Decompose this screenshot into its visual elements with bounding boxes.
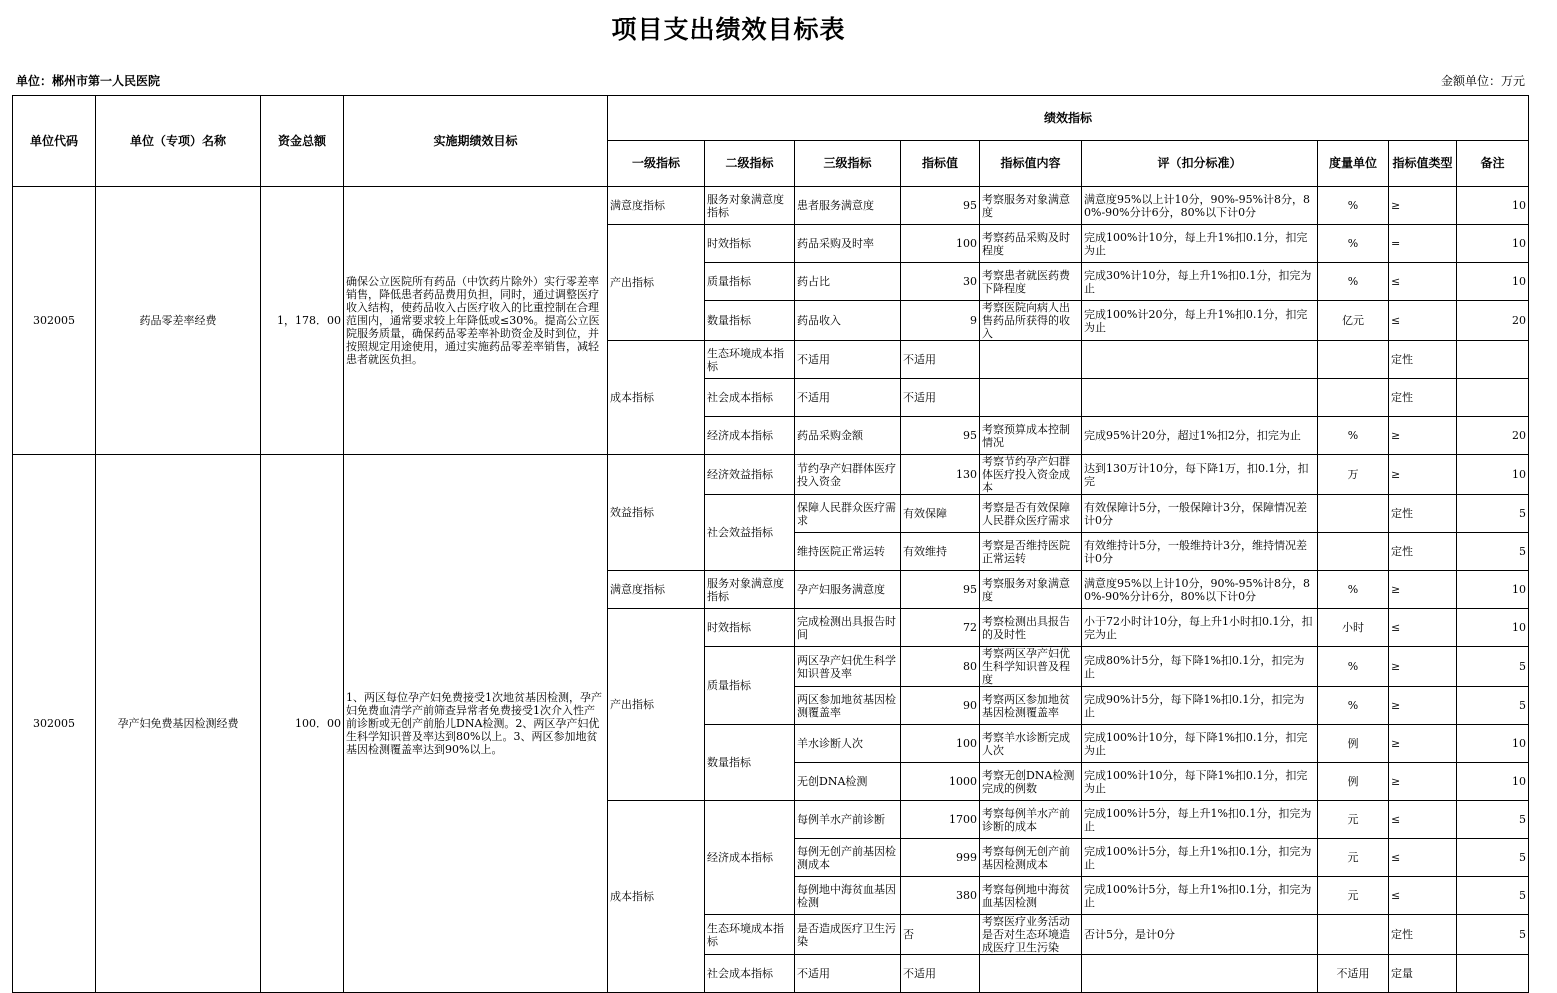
measure-cell: 例 xyxy=(1318,725,1389,763)
unit-label: 单位：郴州市第一人民医院 xyxy=(16,74,161,88)
project-total: 1，178．00 xyxy=(261,187,344,455)
level3-cell: 两区孕产妇优生科学知识普及率 xyxy=(795,647,901,687)
value-cell: 9 xyxy=(901,301,980,341)
content-cell: 考察是否有效保障人民群众医疗需求 xyxy=(980,495,1082,533)
score-cell xyxy=(1082,379,1318,417)
level3-cell: 维持医院正常运转 xyxy=(795,533,901,571)
table-row xyxy=(13,455,1529,495)
vtype-cell: ≥ xyxy=(1389,647,1457,687)
measure-cell xyxy=(1318,341,1389,379)
measure-cell: % xyxy=(1318,687,1389,725)
level2-cell: 社会成本指标 xyxy=(705,379,795,417)
note-cell: 10 xyxy=(1457,609,1529,647)
vtype-cell: ≤ xyxy=(1389,609,1457,647)
note-cell: 5 xyxy=(1457,533,1529,571)
value-cell: 有效维持 xyxy=(901,533,980,571)
level3-cell: 两区参加地贫基因检测覆盖率 xyxy=(795,687,901,725)
score-cell: 完成100%计5分，每上升1%扣0.1分，扣完为止 xyxy=(1082,839,1318,877)
note-cell: 10 xyxy=(1457,187,1529,225)
value-cell: 72 xyxy=(901,609,980,647)
header-perf: 绩效指标 xyxy=(608,96,1529,141)
measure-cell: 例 xyxy=(1318,763,1389,801)
value-cell: 95 xyxy=(901,571,980,609)
level2-cell: 生态环境成本指标 xyxy=(705,341,795,379)
vtype-cell: 定量 xyxy=(1389,955,1457,993)
content-cell: 考察每例羊水产前诊断的成本 xyxy=(980,801,1082,839)
content-cell: 考察患者就医药费下降程度 xyxy=(980,263,1082,301)
value-cell: 1000 xyxy=(901,763,980,801)
content-cell: 考察节约孕产妇群体医疗投入资金成本 xyxy=(980,455,1082,495)
level2-cell: 经济成本指标 xyxy=(705,801,795,915)
value-cell: 130 xyxy=(901,455,980,495)
score-cell: 达到130万计10分，每下降1万，扣0.1分，扣完 xyxy=(1082,455,1318,495)
content-cell: 考察医疗业务活动是否对生态环境造成医疗卫生污染 xyxy=(980,915,1082,955)
vtype-cell: = xyxy=(1389,225,1457,263)
level2-cell: 时效指标 xyxy=(705,609,795,647)
level3-cell: 不适用 xyxy=(795,379,901,417)
level1-cell: 成本指标 xyxy=(608,341,705,455)
value-cell: 80 xyxy=(901,647,980,687)
value-cell: 否 xyxy=(901,915,980,955)
note-cell xyxy=(1457,341,1529,379)
score-cell: 完成80%计5分，每下降1%扣0.1分，扣完为止 xyxy=(1082,647,1318,687)
level2-cell: 时效指标 xyxy=(705,225,795,263)
level3-cell: 每例羊水产前诊断 xyxy=(795,801,901,839)
level3-cell: 羊水诊断人次 xyxy=(795,725,901,763)
score-cell: 有效保障计5分，一般保障计3分，保障情况差计0分 xyxy=(1082,495,1318,533)
value-cell: 999 xyxy=(901,839,980,877)
header-total: 资金总额 xyxy=(261,96,344,187)
score-cell: 完成100%计5分，每上升1%扣0.1分，扣完为止 xyxy=(1082,801,1318,839)
note-cell xyxy=(1457,379,1529,417)
note-cell: 5 xyxy=(1457,801,1529,839)
level1-cell: 产出指标 xyxy=(608,225,705,341)
content-cell: 考察服务对象满意度 xyxy=(980,187,1082,225)
vtype-cell: ≤ xyxy=(1389,839,1457,877)
note-cell: 20 xyxy=(1457,417,1529,455)
measure-cell xyxy=(1318,495,1389,533)
level3-cell: 药品采购及时率 xyxy=(795,225,901,263)
content-cell: 考察羊水诊断完成人次 xyxy=(980,725,1082,763)
note-cell: 10 xyxy=(1457,763,1529,801)
content-cell: 考察服务对象满意度 xyxy=(980,571,1082,609)
level2-cell: 服务对象满意度指标 xyxy=(705,187,795,225)
measure-cell: % xyxy=(1318,187,1389,225)
header-name: 单位（专项）名称 xyxy=(96,96,261,187)
level3-cell: 无创DNA检测 xyxy=(795,763,901,801)
level2-cell: 服务对象满意度指标 xyxy=(705,571,795,609)
measure-cell: 元 xyxy=(1318,801,1389,839)
vtype-cell: ≤ xyxy=(1389,263,1457,301)
note-cell xyxy=(1457,955,1529,993)
score-cell: 满意度95%以上计10分，90%-95%计8分，80%-90%分计6分，80%以下计0分 xyxy=(1082,571,1318,609)
header-l3: 三级指标 xyxy=(795,141,901,187)
level3-cell: 每例地中海贫血基因检测 xyxy=(795,877,901,915)
note-cell: 5 xyxy=(1457,687,1529,725)
note-cell: 10 xyxy=(1457,263,1529,301)
content-cell: 考察医院向病人出售药品所获得的收入 xyxy=(980,301,1082,341)
value-cell: 100 xyxy=(901,225,980,263)
value-cell: 不适用 xyxy=(901,955,980,993)
note-cell: 20 xyxy=(1457,301,1529,341)
content-cell: 考察两区参加地贫基因检测覆盖率 xyxy=(980,687,1082,725)
value-cell: 380 xyxy=(901,877,980,915)
score-cell xyxy=(1082,341,1318,379)
project-total: 100．00 xyxy=(261,455,344,993)
measure-cell: 元 xyxy=(1318,877,1389,915)
level3-cell: 是否造成医疗卫生污染 xyxy=(795,915,901,955)
score-cell: 完成100%计10分，每下降1%扣0.1分，扣完为止 xyxy=(1082,763,1318,801)
vtype-cell: 定性 xyxy=(1389,379,1457,417)
score-cell: 完成100%计5分，每上升1%扣0.1分，扣完为止 xyxy=(1082,877,1318,915)
score-cell: 完成90%计5分，每下降1%扣0.1分，扣完为止 xyxy=(1082,687,1318,725)
content-cell: 考察预算成本控制情况 xyxy=(980,417,1082,455)
header-value: 指标值 xyxy=(901,141,980,187)
vtype-cell: ≤ xyxy=(1389,877,1457,915)
vtype-cell: 定性 xyxy=(1389,495,1457,533)
level3-cell: 药品采购金额 xyxy=(795,417,901,455)
value-cell: 100 xyxy=(901,725,980,763)
content-cell: 考察无创DNA检测完成的例数 xyxy=(980,763,1082,801)
note-cell: 5 xyxy=(1457,877,1529,915)
vtype-cell: ≥ xyxy=(1389,417,1457,455)
note-cell: 10 xyxy=(1457,455,1529,495)
money-unit-label: 金额单位：万元 xyxy=(1440,74,1525,88)
header-note: 备注 xyxy=(1457,141,1529,187)
measure-cell: % xyxy=(1318,263,1389,301)
level2-cell: 数量指标 xyxy=(705,725,795,801)
vtype-cell: ≥ xyxy=(1389,725,1457,763)
measure-cell: 小时 xyxy=(1318,609,1389,647)
level2-cell: 经济成本指标 xyxy=(705,417,795,455)
content-cell: 考察两区孕产妇优生科学知识普及程度 xyxy=(980,647,1082,687)
level1-cell: 满意度指标 xyxy=(608,187,705,225)
measure-cell xyxy=(1318,379,1389,417)
header-code: 单位代码 xyxy=(13,96,96,187)
level3-cell: 保障人民群众医疗需求 xyxy=(795,495,901,533)
value-cell: 95 xyxy=(901,187,980,225)
header-goal: 实施期绩效目标 xyxy=(344,96,608,187)
level2-cell: 社会成本指标 xyxy=(705,955,795,993)
score-cell: 小于72小时计10分，每上升1小时扣0.1分，扣完为止 xyxy=(1082,609,1318,647)
level2-cell: 质量指标 xyxy=(705,263,795,301)
value-cell: 不适用 xyxy=(901,341,980,379)
level1-cell: 满意度指标 xyxy=(608,571,705,609)
content-cell: 考察是否维持医院正常运转 xyxy=(980,533,1082,571)
level2-cell: 生态环境成本指标 xyxy=(705,915,795,955)
level3-cell: 患者服务满意度 xyxy=(795,187,901,225)
vtype-cell: ≥ xyxy=(1389,571,1457,609)
level3-cell: 每例无创产前基因检测成本 xyxy=(795,839,901,877)
level3-cell: 节约孕产妇群体医疗投入资金 xyxy=(795,455,901,495)
project-code: 302005 xyxy=(13,455,96,993)
score-cell: 满意度95%以上计10分，90%-95%计8分，80%-90%分计6分，80%以下计0分 xyxy=(1082,187,1318,225)
table-row xyxy=(13,187,1529,225)
header-vtype: 指标值类型 xyxy=(1389,141,1457,187)
level3-cell: 孕产妇服务满意度 xyxy=(795,571,901,609)
value-cell: 90 xyxy=(901,687,980,725)
content-cell: 考察每例地中海贫血基因检测 xyxy=(980,877,1082,915)
measure-cell: % xyxy=(1318,647,1389,687)
header-measure: 度量单位 xyxy=(1318,141,1389,187)
level3-cell: 药占比 xyxy=(795,263,901,301)
level1-cell: 效益指标 xyxy=(608,455,705,571)
header-l2: 二级指标 xyxy=(705,141,795,187)
project-code: 302005 xyxy=(13,187,96,455)
project-goal: 1、两区每位孕产妇免费接受1次地贫基因检测，孕产妇免费血清学产前筛查异常者免费接受1次介入性产前诊断或无创产前胎儿DNA检测。2、两区孕产妇优生科学知识普及率达到80%以上。3、两区参加地贫基因检测覆盖率达到90%以上。 xyxy=(344,455,608,993)
content-cell: 考察每例无创产前基因检测成本 xyxy=(980,839,1082,877)
content-cell xyxy=(980,379,1082,417)
note-cell: 10 xyxy=(1457,225,1529,263)
header-score: 评（扣分标准） xyxy=(1082,141,1318,187)
vtype-cell: ≥ xyxy=(1389,187,1457,225)
score-cell: 完成95%计20分，超过1%扣2分，扣完为止 xyxy=(1082,417,1318,455)
note-cell: 5 xyxy=(1457,495,1529,533)
vtype-cell: 定性 xyxy=(1389,533,1457,571)
performance-table xyxy=(12,95,1529,993)
project-name: 药品零差率经费 xyxy=(96,187,261,455)
vtype-cell: 定性 xyxy=(1389,341,1457,379)
note-cell: 5 xyxy=(1457,647,1529,687)
value-cell: 30 xyxy=(901,263,980,301)
level1-cell: 产出指标 xyxy=(608,609,705,801)
score-cell: 完成100%计10分，每下降1%扣0.1分，扣完为止 xyxy=(1082,725,1318,763)
content-cell xyxy=(980,955,1082,993)
vtype-cell: ≤ xyxy=(1389,801,1457,839)
score-cell: 完成100%计20分，每上升1%扣0.1分，扣完为止 xyxy=(1082,301,1318,341)
level2-cell: 数量指标 xyxy=(705,301,795,341)
score-cell: 有效维持计5分，一般维持计3分，维持情况差计0分 xyxy=(1082,533,1318,571)
vtype-cell: ≥ xyxy=(1389,455,1457,495)
note-cell: 5 xyxy=(1457,915,1529,955)
value-cell: 95 xyxy=(901,417,980,455)
header-content: 指标值内容 xyxy=(980,141,1082,187)
vtype-cell: ≥ xyxy=(1389,763,1457,801)
content-cell: 考察检测出具报告的及时性 xyxy=(980,609,1082,647)
measure-cell: 元 xyxy=(1318,839,1389,877)
note-cell: 10 xyxy=(1457,725,1529,763)
score-cell: 完成30%计10分，每上升1%扣0.1分，扣完为止 xyxy=(1082,263,1318,301)
measure-cell: 万 xyxy=(1318,455,1389,495)
score-cell: 否计5分，是计0分 xyxy=(1082,915,1318,955)
level1-cell: 成本指标 xyxy=(608,801,705,993)
value-cell: 1700 xyxy=(901,801,980,839)
measure-cell: % xyxy=(1318,417,1389,455)
level3-cell: 药品收入 xyxy=(795,301,901,341)
vtype-cell: ≥ xyxy=(1389,687,1457,725)
value-cell: 不适用 xyxy=(901,379,980,417)
project-goal: 确保公立医院所有药品（中饮药片除外）实行零差率销售，降低患者药品费用负担，同时，通过调整医疗收入结构，使药品收入占医疗收入的比重控制在合理范围内，通常要求较上年降低或≤30%。提高公立医院服务质量，确保药品零差率补助资金及时到位，并按照规定用途使用，通过实施药品零差率销售，减轻患者就医负担。 xyxy=(344,187,608,455)
value-cell: 有效保障 xyxy=(901,495,980,533)
level3-cell: 完成检测出具报告时间 xyxy=(795,609,901,647)
note-cell: 5 xyxy=(1457,839,1529,877)
header-l1: 一级指标 xyxy=(608,141,705,187)
measure-cell: 不适用 xyxy=(1318,955,1389,993)
level2-cell: 质量指标 xyxy=(705,647,795,725)
level3-cell: 不适用 xyxy=(795,955,901,993)
level3-cell: 不适用 xyxy=(795,341,901,379)
content-cell xyxy=(980,341,1082,379)
measure-cell xyxy=(1318,533,1389,571)
level2-cell: 社会效益指标 xyxy=(705,495,795,571)
score-cell: 完成100%计10分，每上升1%扣0.1分，扣完为止 xyxy=(1082,225,1318,263)
measure-cell: 亿元 xyxy=(1318,301,1389,341)
measure-cell: % xyxy=(1318,571,1389,609)
score-cell xyxy=(1082,955,1318,993)
content-cell: 考察药品采购及时程度 xyxy=(980,225,1082,263)
page-title: 项目支出绩效目标表 xyxy=(611,15,846,44)
project-name: 孕产妇免费基因检测经费 xyxy=(96,455,261,993)
vtype-cell: 定性 xyxy=(1389,915,1457,955)
measure-cell: % xyxy=(1318,225,1389,263)
note-cell: 10 xyxy=(1457,571,1529,609)
measure-cell xyxy=(1318,915,1389,955)
vtype-cell: ≤ xyxy=(1389,301,1457,341)
level2-cell: 经济效益指标 xyxy=(705,455,795,495)
